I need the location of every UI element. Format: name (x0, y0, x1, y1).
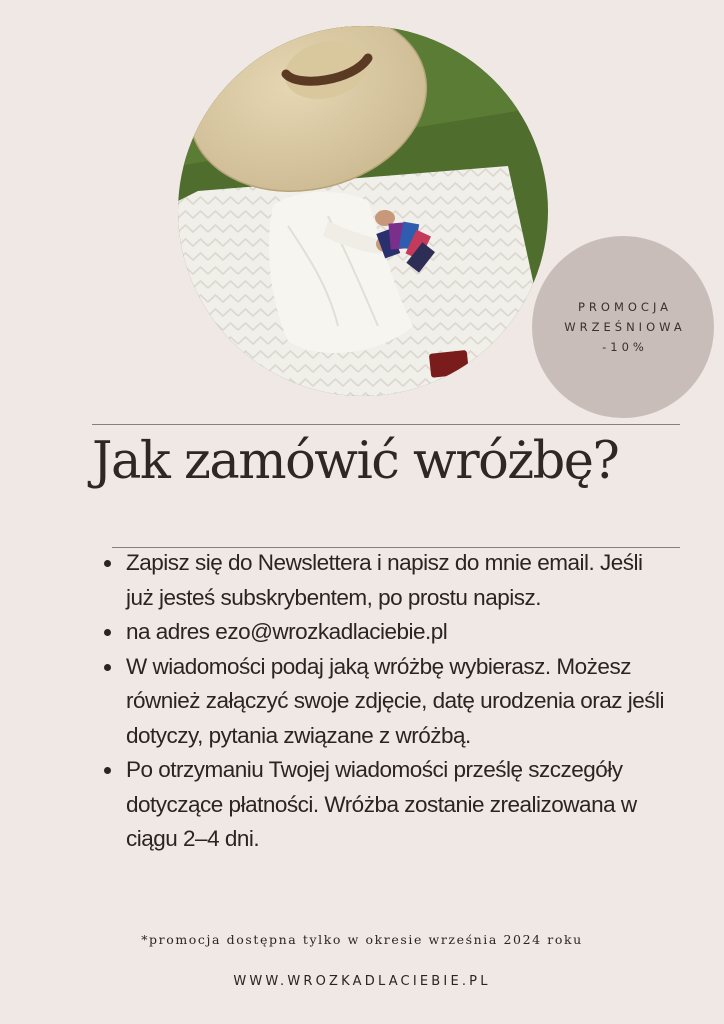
list-item (126, 753, 666, 857)
step-text: Zapisz się do Newslettera i napisz do mnie email. Jeśli już jesteś subskrybentem, po prostu napisz. (126, 550, 643, 610)
bullet-icon (104, 664, 111, 671)
step-text: Po otrzymaniu Twojej wiadomości prześlę szczegóły dotyczące płatności. Wróżba zostanie zrealizowana w ciągu 2–4 dni. (126, 757, 637, 851)
website-link[interactable]: WWW.WROZKADLACIEBIE.PL (233, 974, 491, 989)
bullet-icon (104, 767, 111, 774)
promo-line-2: WRZEŚNIOWA (564, 320, 686, 334)
promo-footnote: *promocja dostępna tylko w okresie września 2024 roku (141, 932, 583, 947)
bullet-icon (104, 629, 111, 636)
promo-line-3: -10% (602, 340, 648, 354)
promo-badge (532, 236, 714, 418)
promo-line-1: PROMOCJA (577, 300, 673, 314)
page-title: Jak zamówić wróżbę? (92, 432, 619, 491)
step-text: na adres ezo@wrozkadlaciebie.pl (126, 619, 448, 644)
step-text: W wiadomości podaj jaką wróżbę wybierasz. Możesz również załączyć swoje zdjęcie, datę urodzenia oraz jeśli dotyczy, pytania związane z wróżbą. (126, 653, 665, 748)
steps-list (126, 546, 666, 857)
tarot-reader-photo (178, 26, 548, 396)
bullet-icon (104, 560, 111, 567)
top-divider (92, 424, 680, 425)
list-item (126, 546, 666, 615)
list-item (126, 650, 666, 754)
list-item (126, 615, 666, 650)
